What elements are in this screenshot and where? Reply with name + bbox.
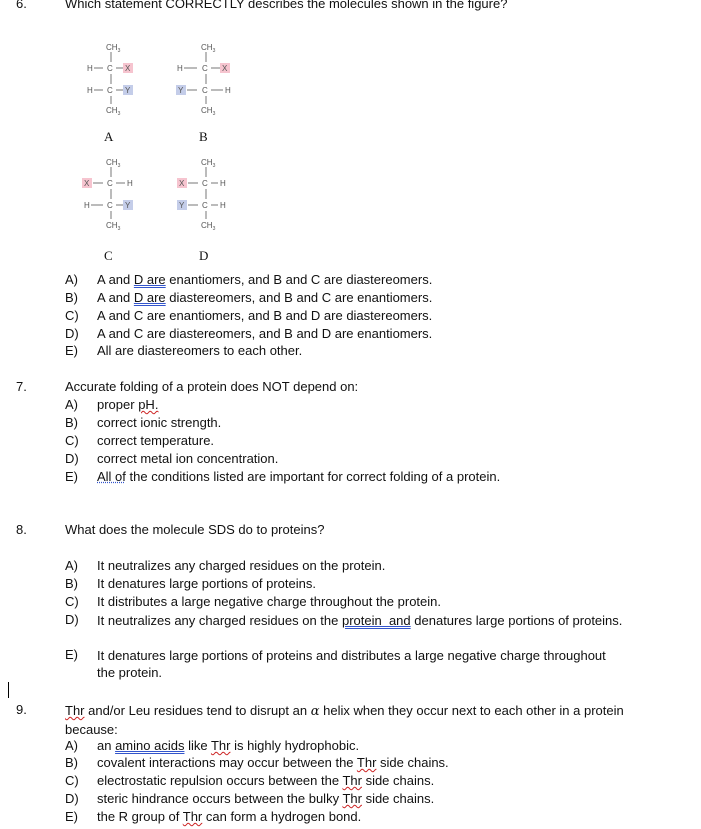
q6-option-d[interactable]: D) A and C are diastereomers, and B and D are enantiomers.	[65, 326, 433, 341]
svg-text:C: C	[107, 86, 113, 95]
svg-text:C: C	[107, 201, 113, 210]
molecule-label-b: B	[199, 129, 208, 144]
option-letter: D)	[65, 612, 79, 627]
svg-text:Y: Y	[125, 201, 131, 210]
option-letter: B)	[65, 576, 78, 591]
svg-text:X: X	[84, 179, 90, 188]
svg-text:C: C	[202, 86, 208, 95]
option-letter: E)	[65, 343, 78, 358]
svg-text:H: H	[220, 201, 226, 210]
q6-option-a[interactable]: A) A and D are enantiomers, and B and C are diastereomers.	[65, 272, 433, 287]
svg-text:CH3: $CH_3$	[201, 221, 216, 232]
svg-text:C: C	[107, 64, 113, 73]
q9-option-d[interactable]: D) steric hindrance occurs between the bulky Thr side chains.	[65, 791, 435, 806]
option-letter: C)	[65, 594, 79, 609]
question-8-number: 8.	[16, 522, 27, 537]
molecule-label-c: C	[104, 248, 113, 263]
option-letter: C)	[65, 308, 79, 323]
q8-option-e[interactable]: E) It denatures large portions of proteins and distributes a large negative charge throughout the protein.	[65, 647, 606, 680]
q9-option-a[interactable]: A) an amino acids like Thr is highly hydrophobic.	[65, 738, 360, 753]
text-cursor	[8, 682, 9, 698]
option-letter: A)	[65, 558, 78, 573]
svg-text:CH3: $CH_3$	[201, 43, 216, 54]
q7-option-d[interactable]: D) correct metal ion concentration.	[65, 451, 279, 466]
svg-text:H: H	[127, 179, 133, 188]
svg-text:CH3: $CH_3$	[106, 106, 121, 117]
option-letter: E)	[65, 647, 78, 662]
question-9-number: 9.	[16, 702, 27, 717]
q6-option-c[interactable]: C) A and C are enantiomers, and B and D are diastereomers.	[65, 308, 433, 323]
svg-text:CH3: $CH_3$	[201, 158, 216, 169]
option-letter: D)	[65, 326, 79, 341]
svg-text:H: H	[84, 201, 90, 210]
q9-option-e[interactable]: E) the R group of Thr can form a hydrogen bond.	[65, 809, 362, 824]
option-letter: A)	[65, 272, 78, 287]
svg-text:Y: Y	[179, 201, 185, 210]
molecule-figure	[70, 38, 260, 270]
q8-option-d[interactable]: D) It neutralizes any charged residues on the protein and denatures large portions of proteins.	[65, 612, 623, 628]
question-6-number: 6.	[16, 0, 27, 11]
svg-text:H: H	[177, 64, 183, 73]
svg-text:C: C	[202, 179, 208, 188]
molecule-b	[176, 43, 231, 117]
svg-text:X: X	[222, 64, 228, 73]
q7-option-a[interactable]: A) proper pH.	[65, 397, 159, 412]
svg-text:C: C	[107, 179, 113, 188]
molecule-a	[87, 43, 133, 117]
question-8-stem: What does the molecule SDS do to proteins?	[65, 522, 325, 537]
question-7-number: 7.	[16, 379, 27, 394]
option-letter: E)	[65, 809, 78, 824]
svg-text:H: H	[87, 86, 93, 95]
option-letter: A)	[65, 738, 78, 753]
svg-text:H: H	[220, 179, 226, 188]
option-letter: B)	[65, 755, 78, 770]
svg-text:CH3: $CH_3$	[201, 106, 216, 117]
q9-option-c[interactable]: C) electrostatic repulsion occurs between the Thr side chains.	[65, 773, 435, 788]
q8-option-b[interactable]: B) It denatures large portions of proteins.	[65, 576, 316, 591]
svg-text:CH3: $CH_3$	[106, 221, 121, 232]
svg-text:Y: Y	[125, 86, 131, 95]
svg-text:X: X	[125, 64, 131, 73]
svg-text:C: C	[202, 64, 208, 73]
svg-text:CH3: $CH_3$	[106, 43, 121, 54]
q7-option-e[interactable]: E) All of the conditions listed are important for correct folding of a protein.	[65, 469, 501, 484]
molecule-label-a: A	[104, 129, 114, 144]
q9-option-b[interactable]: B) covalent interactions may occur between the Thr side chains.	[65, 755, 449, 770]
molecule-d	[177, 158, 226, 232]
option-letter: D)	[65, 791, 79, 806]
option-letter: D)	[65, 451, 79, 466]
svg-text:C: C	[202, 201, 208, 210]
question-7-stem: Accurate folding of a protein does NOT depend on:	[65, 379, 359, 394]
option-letter: C)	[65, 433, 79, 448]
option-letter: E)	[65, 469, 78, 484]
option-letter: C)	[65, 773, 79, 788]
molecule-label-d: D	[199, 248, 209, 263]
question-6-stem: Which statement CORRECTLY describes the molecules shown in the figure?	[65, 0, 508, 11]
question-9-stem: Thr and/or Leu residues tend to disrupt an α helix when they occur next to each other in a protein because:	[65, 703, 624, 737]
option-letter: B)	[65, 415, 78, 430]
q7-option-c[interactable]: C) correct temperature.	[65, 433, 215, 448]
svg-text:X: X	[179, 179, 185, 188]
svg-text:H: H	[225, 86, 231, 95]
svg-text:H: H	[87, 64, 93, 73]
q7-option-b[interactable]: B) correct ionic strength.	[65, 415, 222, 430]
option-letter: A)	[65, 397, 78, 412]
svg-text:Y: Y	[178, 86, 184, 95]
q8-option-a[interactable]: A) It neutralizes any charged residues on the protein.	[65, 558, 386, 573]
molecule-c	[82, 158, 133, 232]
option-letter: B)	[65, 290, 78, 305]
q6-option-e[interactable]: E) All are diastereomers to each other.	[65, 343, 303, 358]
q6-option-b[interactable]: B) A and D are diastereomers, and B and C are enantiomers.	[65, 290, 433, 305]
q8-option-c[interactable]: C) It distributes a large negative charge throughout the protein.	[65, 594, 441, 609]
svg-text:CH3: $CH_3$	[106, 158, 121, 169]
